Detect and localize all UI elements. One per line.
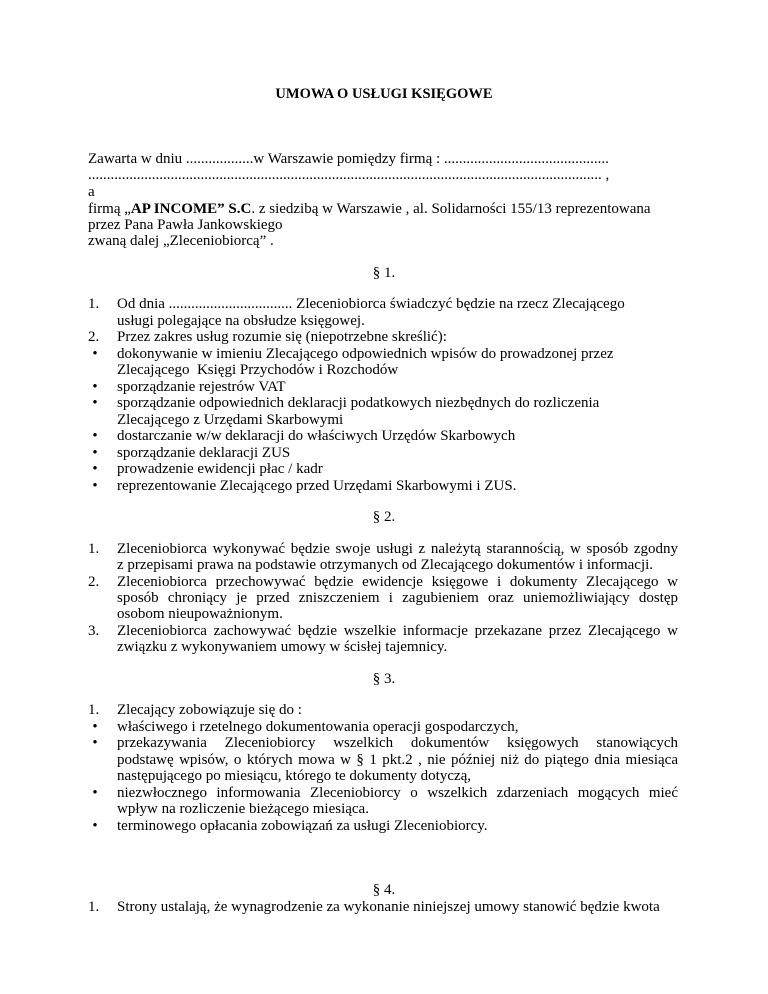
s2-item-1-line-2: z przepisami prawa na podstawie otrzymanych od Zlecającego dokumentów i informacji. [117, 557, 654, 573]
s1-bullet-1-line-1: dokonywanie w imieniu Zlecającego odpowiednich wpisów do prowadzonej przez [117, 346, 614, 362]
s1-bullet-7: reprezentowanie Zlecającego przed Urzędami Skarbowymi i ZUS. [117, 478, 517, 494]
intro-line-5: przez Pana Pawła Jankowskiego [88, 217, 283, 233]
s1-bullet-1-line-2: Zlecającego Księgi Przychodów i Rozchodów [117, 362, 399, 378]
s2-item-3-line-2: związku z wykonywaniem umowy w ścisłej tajemnicy. [117, 639, 448, 655]
intro-line-4-pre: firmą „ [88, 201, 131, 217]
intro-line-2: ......................................................................................................................................... , [88, 167, 610, 183]
s1-item-1-line-1: Od dnia ................................. Zleceniobiorca świadczyć będzie na rzecz Zlecającego [117, 296, 625, 312]
s3-bullet-2-line-3: następującego po miesiącu, którego te dokumenty dotyczą, [117, 768, 472, 784]
bullet-dot-icon: • [92, 379, 98, 395]
s2-item-3-line-1: Zleceniobiorca zachowywać będzie wszelkie informacje przekazane przez Zlecającego w [117, 623, 678, 639]
section-1-heading: § 1. [372, 265, 396, 281]
bullet-dot-icon: • [92, 346, 98, 362]
s2-item-2-line-1: Zleceniobiorca przechowywać będzie ewidencje księgowe i dokumenty Zlecającego w [117, 574, 678, 590]
bullet-dot-icon: • [92, 818, 98, 834]
s2-item-2-line-3: osobom nieupoważnionym. [117, 606, 283, 622]
s3-bullet-2-line-2: podstawę wpisów, o których mowa w § 1 pkt.2 , nie później niż do piątego dnia miesiąca [117, 752, 678, 768]
s1-item-1-number: 1. [88, 296, 100, 312]
bullet-dot-icon: • [92, 719, 98, 735]
s3-bullet-2-line-1: przekazywania Zleceniobiorcy wszelkich dokumentów księgowych stanowiących [117, 735, 678, 751]
s2-item-1-line-1: Zleceniobiorca wykonywać będzie swoje usługi z należytą starannością, w sposób zgodny [117, 541, 678, 557]
bullet-dot-icon: • [92, 428, 98, 444]
s1-bullet-6: prowadzenie ewidencji płac / kadr [117, 461, 323, 477]
s1-item-1-line-2: usługi polegające na obsłudze księgowej. [117, 313, 365, 329]
s4-item-1-number: 1. [88, 899, 100, 915]
s3-item-1-number: 1. [88, 702, 100, 718]
s3-bullet-3-line-1: niezwłocznego informowania Zleceniobiorcy o wszelkich zdarzeniach mogących mieć [117, 785, 678, 801]
s3-bullet-3-line-2: wpływ na rozliczenie bieżącego miesiąca. [117, 801, 369, 817]
s1-item-2-number: 2. [88, 329, 100, 345]
s3-item-1-text: Zlecający zobowiązuje się do : [117, 702, 302, 718]
intro-line-4-post: . z siedzibą w Warszawie , al. Solidarności 155/13 reprezentowana [251, 201, 651, 217]
s2-item-2-line-2: sposób chroniący je przed zniszczeniem i zagubieniem oraz uniemożliwiający dostęp [117, 590, 678, 606]
s1-bullet-4: dostarczanie w/w deklaracji do właściwych Urzędów Skarbowych [117, 428, 516, 444]
section-3-heading: § 3. [372, 671, 396, 687]
bullet-dot-icon: • [92, 461, 98, 477]
s1-bullet-3-line-2: Zlecającego z Urzędami Skarbowymi [117, 412, 344, 428]
intro-line-6: zwaną dalej „Zleceniobiorcą” . [88, 233, 274, 249]
bullet-dot-icon: • [92, 735, 98, 751]
s3-bullet-4: terminowego opłacania zobowiązań za usługi Zleceniobiorcy. [117, 818, 488, 834]
s1-bullet-2: sporządzanie rejestrów VAT [117, 379, 286, 395]
bullet-dot-icon: • [92, 478, 98, 494]
bullet-dot-icon: • [92, 395, 98, 411]
company-name: AP INCOME” S.C [130, 201, 252, 217]
s1-bullet-5: sporządzanie deklaracji ZUS [117, 445, 291, 461]
s2-item-1-number: 1. [88, 541, 100, 557]
section-4-heading: § 4. [372, 882, 396, 898]
section-2-heading: § 2. [372, 509, 396, 525]
bullet-dot-icon: • [92, 445, 98, 461]
document-title: UMOWA O USŁUGI KSIĘGOWE [275, 86, 493, 102]
intro-line-1: Zawarta w dniu ..................w Warszawie pomiędzy firmą : ............................................ [88, 151, 609, 167]
intro-line-3: a [88, 184, 95, 200]
intro-line-4 [88, 201, 651, 218]
s4-item-1-text: Strony ustalają, że wynagrodzenie za wykonanie niniejszej umowy stanowić będzie kwota [117, 899, 660, 915]
s2-item-2-number: 2. [88, 574, 100, 590]
bullet-dot-icon: • [92, 785, 98, 801]
s1-bullet-3-line-1: sporządzanie odpowiednich deklaracji podatkowych niezbędnych do rozliczenia [117, 395, 600, 411]
s2-item-3-number: 3. [88, 623, 100, 639]
s1-item-2-line-1: Przez zakres usług rozumie się (niepotrzebne skreślić): [117, 329, 447, 345]
s3-bullet-1: właściwego i rzetelnego dokumentowania operacji gospodarczych, [117, 719, 519, 735]
